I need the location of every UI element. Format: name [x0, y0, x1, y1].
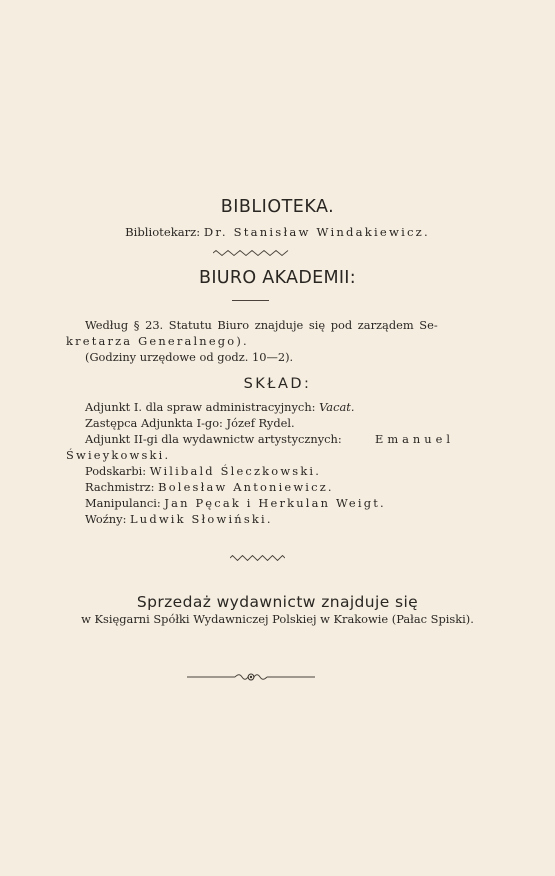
staff-accountant-value: Bolesław Antoniewicz. — [158, 480, 334, 494]
staff-janitor-label: Woźny: — [85, 512, 127, 526]
staff-treasurer-label: Podskarbi: — [85, 464, 147, 478]
office-paragraph-line2: kretarza Generalnego). — [66, 334, 249, 348]
office-hours: (Godziny urzędowe od godz. 10—2). — [85, 350, 294, 364]
office-paragraph-line1: Według § 23. Statutu Biuro znajduje się pod zarządem Se- — [85, 318, 438, 332]
sales-location: w Księgarni Spółki Wydawniczej Polskiej w Krakowie (Pałac Spiski). — [81, 612, 474, 626]
staff-adjunkt1 — [85, 400, 354, 414]
staff-deputy-label: Zastępca Adjunkta I-go: — [85, 416, 223, 430]
librarian-label: Bibliotekarz: — [125, 225, 201, 239]
staff-accountant — [85, 480, 334, 494]
staff-adjunkt2 — [85, 432, 342, 446]
ornament-divider-icon — [187, 671, 315, 683]
staff-treasurer — [85, 464, 321, 478]
staff-handlers — [85, 496, 386, 510]
wavy-divider-middle — [230, 555, 285, 561]
staff-adjunkt2-label: Adjunkt II-gi dla wydawnictw artystycznych: — [85, 432, 342, 446]
staff-adjunkt2-value-last: Świeykowski. — [66, 448, 171, 462]
office-heading: BIURO AKADEMII: — [199, 268, 356, 288]
office-heading-rule — [232, 300, 269, 301]
staff-adjunkt1-value: Vacat. — [319, 400, 355, 414]
staff-janitor-value: Ludwik Słowiński. — [130, 512, 273, 526]
staff-handlers-label: Manipulanci: — [85, 496, 161, 510]
staff-heading: SKŁAD: — [243, 376, 312, 392]
library-heading: BIBLIOTEKA. — [220, 197, 335, 217]
sales-heading: Sprzedaż wydawnictw znajduje się — [136, 593, 419, 611]
wavy-divider-top — [213, 250, 289, 256]
staff-deputy — [85, 416, 295, 430]
librarian-line — [0, 225, 555, 239]
staff-deputy-value: Józef Rydel. — [226, 416, 295, 430]
staff-janitor — [85, 512, 273, 526]
staff-treasurer-value: Wilibald Śleczkowski. — [149, 464, 322, 478]
staff-adjunkt1-label: Adjunkt I. dla spraw administracyjnych: — [85, 400, 316, 414]
librarian-name: Dr. Stanisław Windakiewicz. — [203, 225, 430, 239]
staff-accountant-label: Rachmistrz: — [85, 480, 155, 494]
staff-adjunkt2-value-first: Emanuel — [375, 432, 454, 446]
staff-handlers-value: Jan Pęcak i Herkulan Weigt. — [164, 496, 386, 510]
